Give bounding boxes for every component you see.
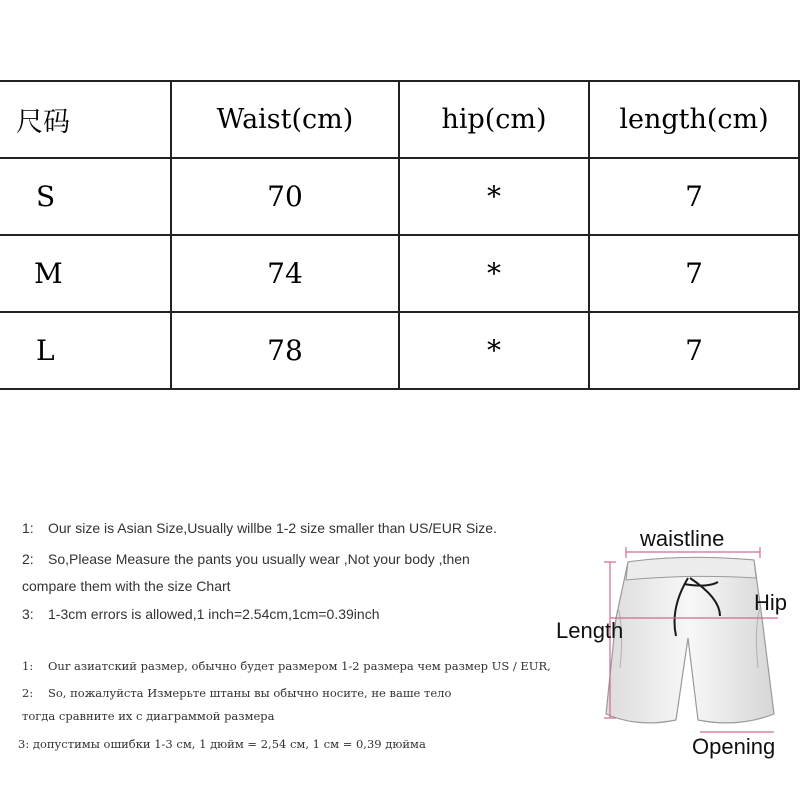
- waistband: [626, 557, 756, 580]
- header-hip: hip(cm): [399, 81, 589, 158]
- shorts-diagram: [548, 518, 800, 790]
- cell-hip: *: [399, 312, 589, 389]
- cell-length: 7: [589, 312, 799, 389]
- table-row: [0, 158, 800, 235]
- note-text: So,Please Measure the pants you usually wear ,Not your body ,then: [48, 551, 470, 567]
- cell-waist: 78: [171, 312, 399, 389]
- size-table: [0, 80, 800, 390]
- cell-size: L: [0, 312, 171, 389]
- cell-length: 7: [589, 158, 799, 235]
- note-number: 3:: [22, 606, 34, 622]
- header-size: 尺码: [0, 81, 171, 158]
- note-number: 2:: [22, 686, 34, 700]
- cell-hip: *: [399, 235, 589, 312]
- cell-length: 7: [589, 235, 799, 312]
- note-item: [22, 520, 497, 536]
- note-text: Our size is Asian Size,Usually willbe 1-2 size smaller than US/EUR Size.: [48, 520, 497, 536]
- note-item: [22, 578, 231, 594]
- note-number: 1:: [22, 520, 34, 536]
- table-header-row: [0, 81, 800, 158]
- waistline-label: waistline: [640, 526, 725, 551]
- length-label: Length: [556, 618, 624, 643]
- note-text: 1-3cm errors is allowed,1 inch=2.54cm,1cm=0.39inch: [48, 606, 380, 622]
- cell-size: M: [0, 235, 171, 312]
- note-item: [18, 737, 426, 751]
- cell-hip: *: [399, 158, 589, 235]
- cell-waist: 74: [171, 235, 399, 312]
- note-text: So, пожалуйста Измерьте штаны вы обычно носите, не ваше тело: [48, 686, 452, 700]
- note-item: [22, 659, 551, 673]
- cell-waist: 70: [171, 158, 399, 235]
- note-text: тогда сравните их с диаграммой размера: [22, 709, 275, 723]
- header-length: length(cm): [589, 81, 799, 158]
- header-waist: Waist(cm): [171, 81, 399, 158]
- note-number: 1:: [22, 659, 34, 673]
- note-text: compare them with the size Chart: [22, 578, 231, 594]
- note-text: Our азиатский размер, обычно будет размером 1-2 размера чем размер US / EUR,: [48, 659, 551, 673]
- note-text: допустимы ошибки 1-3 см, 1 дюйм = 2,54 см, 1 см = 0,39 дюйма: [32, 737, 426, 751]
- hip-label: Hip: [754, 590, 788, 615]
- note-item: [22, 686, 451, 700]
- note-item: [22, 709, 275, 723]
- note-item: [22, 606, 380, 622]
- opening-label: Opening: [692, 734, 776, 759]
- note-item: [22, 551, 470, 567]
- note-number: 2:: [22, 551, 34, 567]
- note-number: 3:: [18, 737, 30, 751]
- shorts-body: [606, 557, 774, 722]
- table-row: [0, 235, 800, 312]
- table-row: [0, 312, 800, 389]
- cell-size: S: [0, 158, 171, 235]
